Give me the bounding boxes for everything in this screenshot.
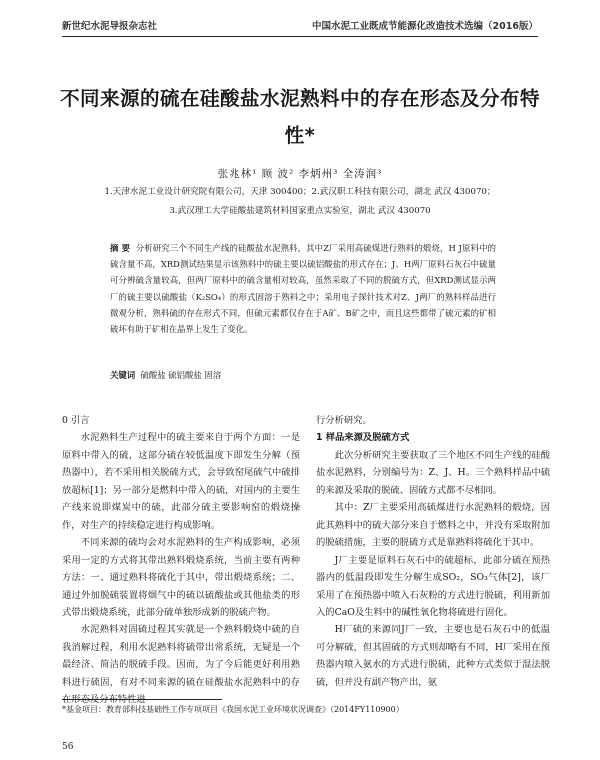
section-heading-samples: 1 样品来源及脱硫方式 [316, 432, 410, 444]
paragraph: J厂主要是原料石灰石中的硫超标，此部分硫在预热器内的低温段即发生分解生成SO₂，SO₃气体[2]，该厂采用了在预热器中喷入石灰粉的方式进行脱硫，利用新加入的CaO及生料中的碱性氧化物将硫进行固化。 [316, 554, 550, 618]
footnote: *基金项目：教育部科技基础性工作专项项目《我国水泥工业环境状况调查》（2014FY110900） [62, 705, 404, 714]
page-number: 56 [62, 742, 74, 752]
section-heading-intro: 0 引言 [62, 415, 90, 426]
affiliation-line-1: 1.天津水泥工业设计研究院有限公司，天津 300400；2.武汉职工科技有限公司，湖北 武汉 430070； [104, 187, 496, 197]
paragraph: 水泥熟料对固硫过程其实就是一个熟料煅烧中硫的自我消解过程，利用水泥熟料将硫带出常系统，无疑是一个最经济、简洁的脱硫手段。因而，为了今后能更好利用熟料进行硫固，有对不同来源的硫在硅酸盐水泥熟料中的存在形态及分布特性进 [62, 624, 300, 706]
keywords [110, 369, 496, 381]
paragraph: H厂硫的来源同J厂一致，主要也是石灰石中的低温可分解硫，但其固硫的方式则却略有不同，H厂采用在预热器内喷入氨水的方式进行脱硫，此种方式类似于湿法脱硫，但并没有副产物产出，氨 [316, 624, 550, 688]
paragraph: 其中：Z厂主要采用高硫煤进行水泥熟料的煅烧，因此其熟料中的硫大部分来自于燃料之中，并没有采取附加的脱硫措施，主要的脱硫方式是靠熟料将硫化于其中。 [316, 502, 550, 549]
running-header [62, 18, 538, 32]
abstract [110, 240, 496, 337]
footnote-divider [62, 699, 222, 700]
abstract-text: 分析研究三个不同生产线的硅酸盐水泥熟料，其中Z厂采用高硫煤进行熟料的煅烧，H J原料中的硫含量不高，XRD测试结果显示该熟料中的硫主要以硫铝酸盐的形式存在；J、H两厂原料石灰石中硫量可分辨硫含量较高，但两厂原料中的硫含量相对较高，虽然采取了不同的脱硫方式，但XRD测试显示两厂的硫主要以硫酸盐（K₂SO₄）的形式固溶于熟料之中；采用电子探针技术对Z、J两厂的熟料样品进行微观分析，熟料硫的存在形式不同，但硫元素都仅存在于A矿、B矿之中，而且这些都带了硫元素的矿相破坏有助于矿相在晶界上发生了变化。 [110, 243, 497, 335]
continued-text: 行分析研究。 [316, 415, 372, 426]
right-column [316, 412, 550, 691]
authors: 张兆林¹ 顾 波² 李炳州³ 全涛润³ [217, 168, 383, 180]
abstract-label: 摘 要 [110, 243, 131, 253]
paper-title: 不同来源的硫在硅酸盐水泥熟料中的存在形态及分布特性* [60, 87, 541, 147]
paragraph: 不同来源的硫均会对水泥熟料的生产构成影响，必须采用一定的方式将其带出熟料煅烧系统，当前主要有两种方法：一、通过熟料将硫化于其中，带出煅烧系统；二、通过外加脱硫装置将烟气中的硫以硫酸盐或其他盐类的形式带出煅烧系统，此部分硫单独形成新的脱硫产物。 [62, 537, 300, 618]
header-left: 新世纪水泥导报杂志社 [62, 21, 158, 32]
keywords-text: 硫酸盐 硫铝酸盐 固溶 [140, 370, 222, 380]
affiliation-line-2: 3.武汉理工大学硅酸盐建筑材料国家重点实验室，湖北 武汉 430070 [169, 206, 431, 216]
paragraph: 此次分析研究主要获取了三个地区不同生产线的硅酸盐水泥熟料，分别编号为：Z、J、H。三个熟料样品中硫的来源及采取的脱硫、固硫方式都不尽相同。 [316, 449, 550, 496]
header-right: 中国水泥工业既成节能源化改造技术选编（2016版） [312, 21, 538, 32]
keywords-label: 关键词 [110, 370, 136, 380]
paragraph: 水泥熟料生产过程中的硫主要来自于两个方面：一是原料中带入的硫，这部分硫在较低温度下即发生分解（预热器中），若不采用相关脱硫方式，会导致窑尾硫气中硫排放超标[1]；另一部分是燃料中带入的硫，对国内的主要生产线来说即煤炭中的硫，此部分硫主要影响窑的煅烧操作，对生产的持续稳定进行构成影响。 [62, 432, 300, 531]
header-divider [62, 36, 538, 37]
left-column [62, 412, 300, 709]
